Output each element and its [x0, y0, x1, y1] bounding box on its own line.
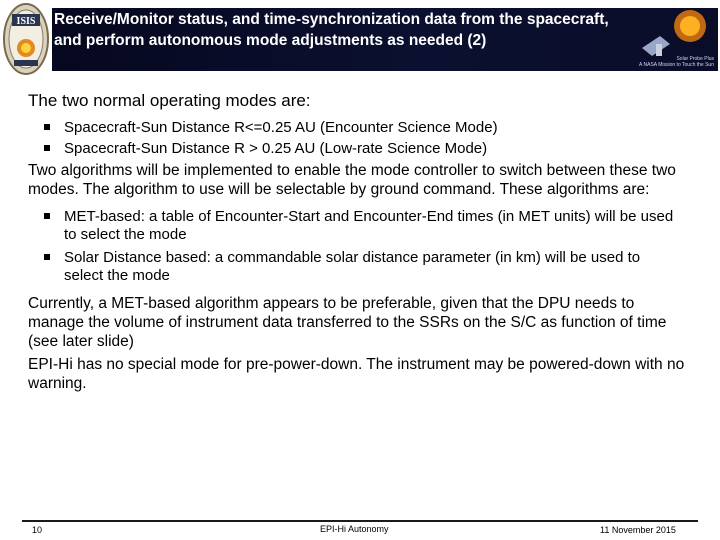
operating-modes-intro: The two normal operating modes are:	[28, 91, 311, 110]
list-item	[64, 249, 674, 285]
page-number: 10	[32, 525, 43, 535]
algorithms-list	[28, 208, 674, 285]
title-banner	[52, 8, 718, 71]
algorithms-intro: Two algorithms will be implemented to enable the mode controller to switch between these two modes. The algorithm to use will be selectable by ground command. These algorithms are:	[28, 162, 676, 198]
algorithm-text: MET-based: a table of Encounter-Start and Encounter-End times (in MET units) will be used to select the mode	[64, 208, 674, 243]
bullet-icon	[44, 124, 50, 130]
isis-logo	[2, 2, 50, 76]
footer-date: 11 November 2015	[600, 525, 676, 535]
bullet-icon	[44, 254, 50, 260]
list-item	[64, 119, 708, 137]
slide-footer	[0, 520, 720, 540]
mode-text: Spacecraft-Sun Distance R<=0.25 AU (Encounter Science Mode)	[64, 119, 498, 136]
met-algorithm-note: Currently, a MET-based algorithm appears to be preferable, given that the DPU needs to manage the volume of instrument data transferred to the SSRs on the S/C as function of time (see later slide)	[28, 295, 667, 350]
slide-header	[0, 0, 720, 78]
list-item	[64, 208, 674, 244]
caption-line-2: A NASA Mission to Touch the Sun	[639, 62, 714, 68]
modes-list	[28, 119, 708, 158]
slide-title: Receive/Monitor status, and time-synchronization data from the spacecraft, and perform autonomous mode adjustments as needed (2)	[54, 11, 609, 49]
list-item	[64, 140, 708, 158]
caption-line-1: Solar Probe Plus	[676, 56, 714, 62]
banner-caption	[639, 56, 714, 68]
footer-title: EPI-Hi Autonomy	[320, 524, 389, 534]
bullet-icon	[44, 145, 50, 151]
power-down-note: EPI-Hi has no special mode for pre-power-down. The instrument may be powered-down with no warning.	[28, 356, 685, 392]
logo-text: ISIS	[16, 16, 36, 27]
algorithm-text: Solar Distance based: a commandable solar distance parameter (in km) will be used to select the mode	[64, 249, 641, 284]
footer-divider	[22, 520, 698, 522]
slide-body	[28, 90, 708, 393]
bullet-icon	[44, 213, 50, 219]
mode-text: Spacecraft-Sun Distance R > 0.25 AU (Low-rate Science Mode)	[64, 140, 488, 157]
